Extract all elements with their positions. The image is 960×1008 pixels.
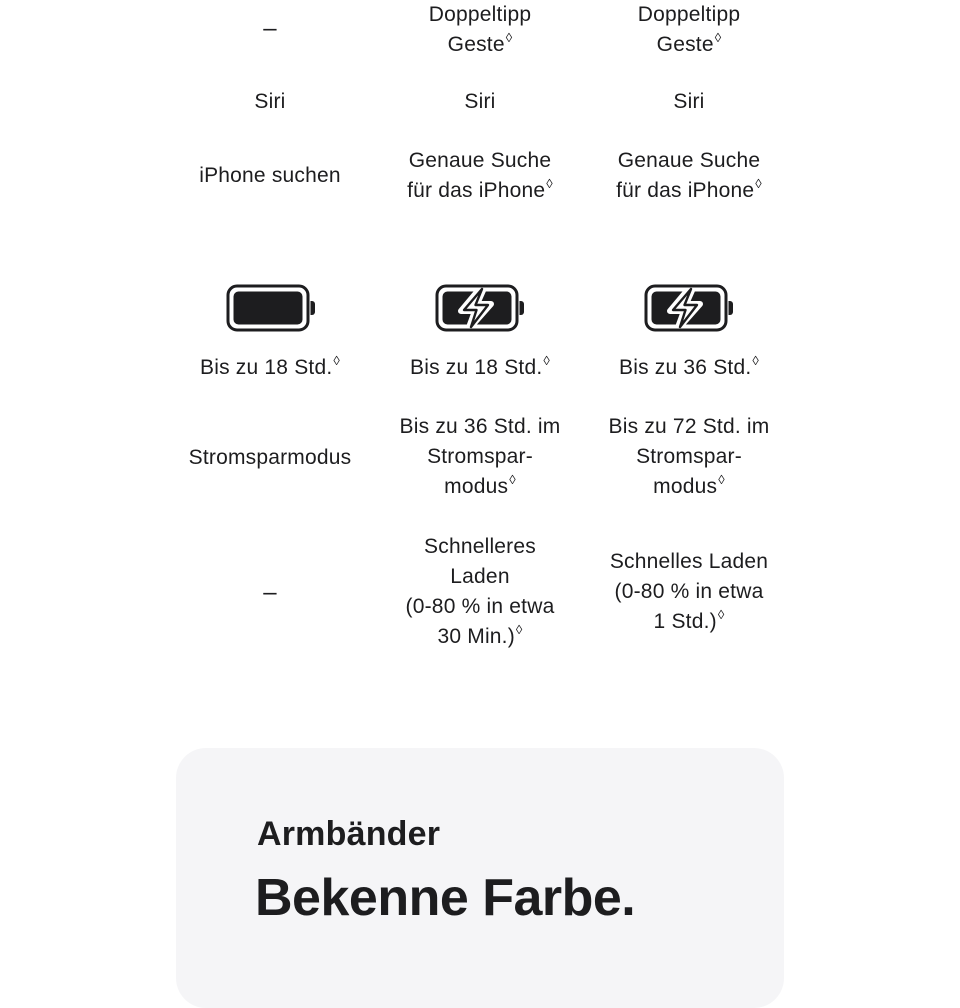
charging-col2-line4: 30 Min.) bbox=[437, 625, 515, 648]
battery-life-col3-text bbox=[589, 353, 789, 383]
low-power-col2-text bbox=[380, 412, 580, 502]
bands-card-headline: Bekenne Farbe. bbox=[255, 869, 636, 927]
battery-life-col1-value: Bis zu 18 Std. bbox=[200, 356, 333, 379]
charging-col3-line1: Schnelles Laden bbox=[609, 550, 769, 573]
gesture-col3-line2: Geste bbox=[656, 33, 714, 56]
charging-col2-text bbox=[380, 532, 580, 652]
find-iphone-col3-text bbox=[589, 146, 789, 206]
low-power-col3-line1: Bis zu 72 Std. im bbox=[608, 415, 770, 438]
find-iphone-col3-line1: Genaue Suche bbox=[617, 149, 761, 172]
battery-life-col2-text bbox=[380, 353, 580, 383]
siri-col3-text: Siri bbox=[673, 90, 705, 113]
find-iphone-col2-line1: Genaue Suche bbox=[408, 149, 552, 172]
bands-card bbox=[176, 748, 784, 1008]
gesture-col2-text bbox=[380, 0, 580, 60]
footnote-mark: ◊ bbox=[515, 622, 523, 637]
battery-life-col2-value: Bis zu 18 Std. bbox=[410, 356, 543, 379]
footnote-mark: ◊ bbox=[755, 176, 762, 191]
battery-life-col3-value: Bis zu 36 Std. bbox=[619, 356, 752, 379]
battery-fast-charge-icon bbox=[644, 284, 734, 332]
low-power-col2-line3: modus bbox=[444, 475, 509, 498]
charging-col3-text bbox=[589, 547, 789, 637]
charging-col1-dash: – bbox=[263, 579, 277, 606]
low-power-col3-line2: Stromspar- bbox=[636, 445, 742, 468]
gesture-col3-line1: Doppeltipp bbox=[637, 3, 741, 26]
low-power-col3-line3: modus bbox=[653, 475, 718, 498]
charging-col3-line2: (0-80 % in etwa bbox=[614, 580, 764, 603]
footnote-mark: ◊ bbox=[718, 472, 725, 487]
gesture-col2-line2: Geste bbox=[447, 33, 505, 56]
footnote-mark: ◊ bbox=[509, 472, 516, 487]
footnote-mark: ◊ bbox=[505, 30, 513, 45]
low-power-col2-line2: Stromspar- bbox=[427, 445, 533, 468]
battery-fast-charge-icon bbox=[435, 284, 525, 332]
charging-col2-line1: Schnelleres bbox=[424, 535, 536, 558]
footnote-mark: ◊ bbox=[717, 607, 725, 622]
footnote-mark: ◊ bbox=[543, 353, 550, 368]
battery-life-col1-text bbox=[170, 353, 370, 383]
gesture-col3-text bbox=[589, 0, 789, 60]
footnote-mark: ◊ bbox=[333, 353, 340, 368]
gesture-col1-dash: – bbox=[263, 15, 277, 42]
charging-col2-line2: Laden bbox=[450, 565, 510, 588]
find-iphone-col2-text bbox=[380, 146, 580, 206]
low-power-col3-text bbox=[589, 412, 789, 502]
footnote-mark: ◊ bbox=[714, 30, 722, 45]
low-power-col2-line1: Bis zu 36 Std. im bbox=[399, 415, 561, 438]
siri-col1-text: Siri bbox=[254, 90, 286, 113]
charging-col3-line3: 1 Std.) bbox=[653, 610, 717, 633]
find-iphone-col1-text: iPhone suchen bbox=[199, 164, 341, 187]
charging-col2-line3: (0-80 % in etwa bbox=[405, 595, 555, 618]
battery-full-icon bbox=[226, 284, 316, 332]
find-iphone-col2-line2: für das iPhone bbox=[407, 179, 546, 202]
footnote-mark: ◊ bbox=[752, 353, 759, 368]
gesture-col2-line1: Doppeltipp bbox=[428, 3, 532, 26]
low-power-col1-text: Stromsparmodus bbox=[188, 446, 352, 469]
footnote-mark: ◊ bbox=[546, 176, 553, 191]
siri-col2-text: Siri bbox=[464, 90, 496, 113]
bands-card-eyebrow: Armbänder bbox=[257, 815, 441, 853]
find-iphone-col3-line2: für das iPhone bbox=[616, 179, 755, 202]
